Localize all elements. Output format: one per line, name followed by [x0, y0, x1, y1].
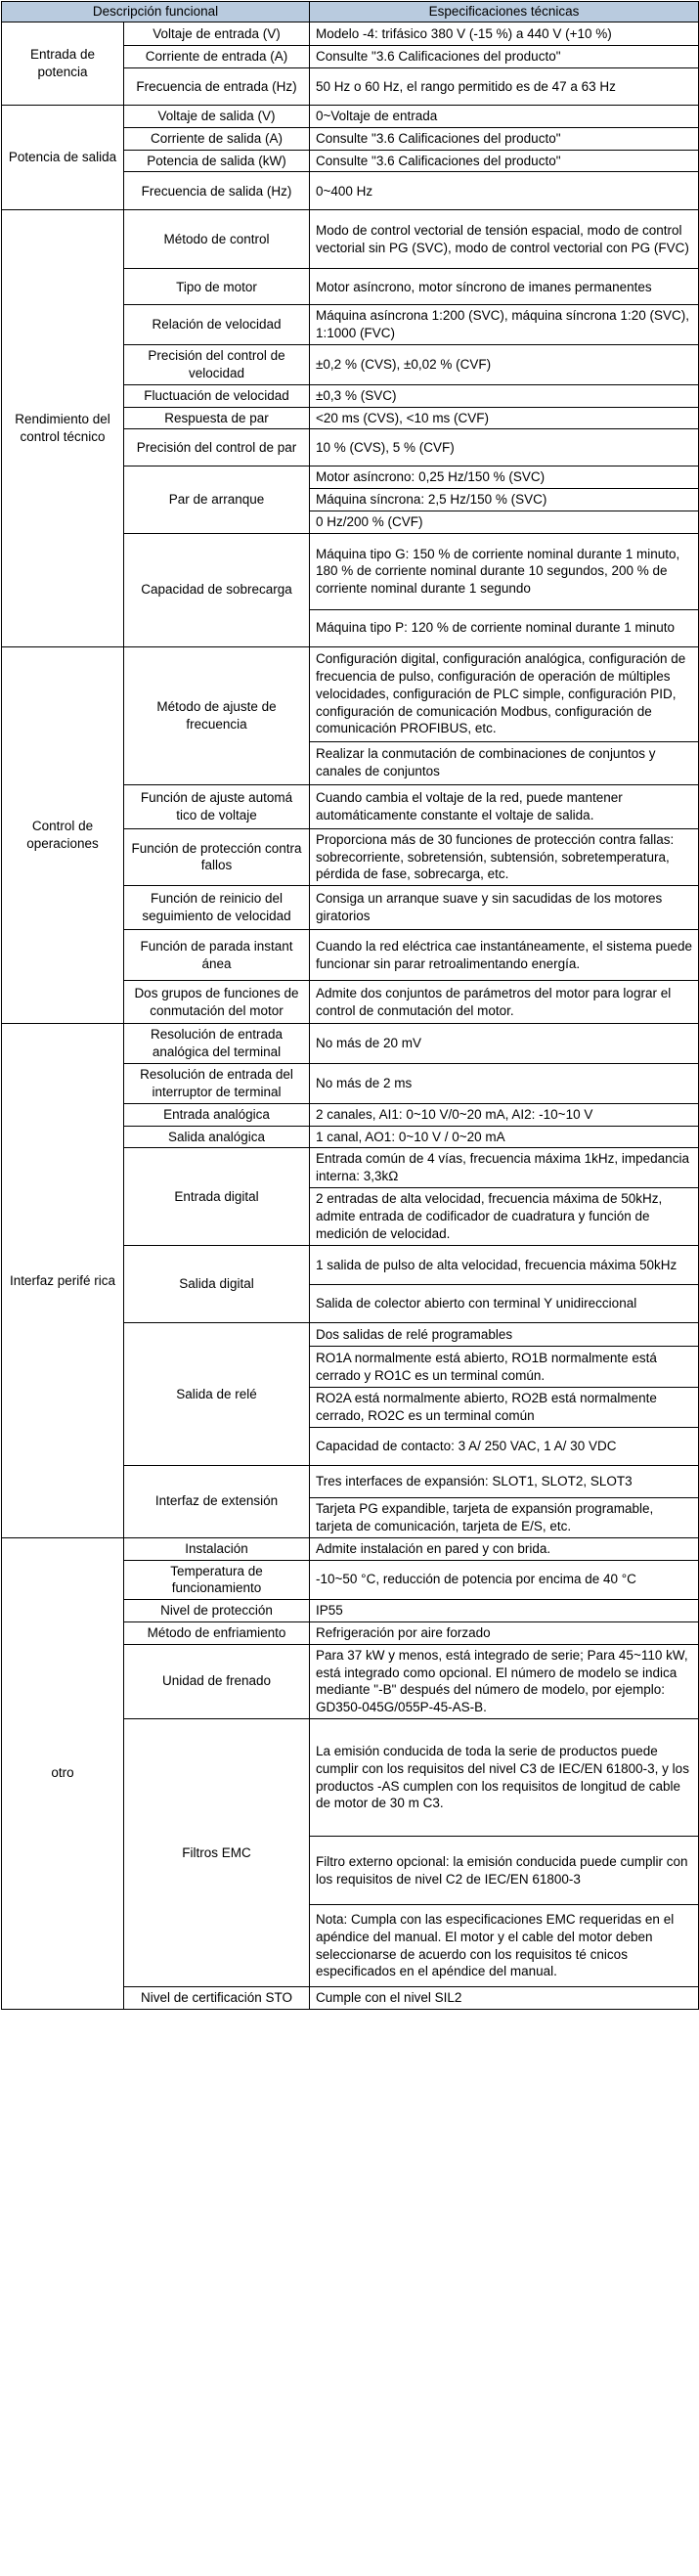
- feature-name: Función de parada instant ánea: [124, 930, 310, 981]
- spec-value: Máquina asíncrona 1:200 (SVC), máquina síncrona 1:20 (SVC), 1:1000 (FVC): [310, 305, 699, 345]
- group-label: Rendimiento del control técnico: [2, 210, 124, 646]
- feature-name: Salida digital: [124, 1246, 310, 1323]
- feature-name: Salida analógica: [124, 1126, 310, 1148]
- spec-value: 50 Hz o 60 Hz, el rango permitido es de 47 a 63 Hz: [310, 68, 699, 106]
- spec-value: Cumple con el nivel SIL2: [310, 1987, 699, 2010]
- spec-value: Consulte "3.6 Calificaciones del producto": [310, 150, 699, 172]
- spec-value: RO2A está normalmente abierto, RO2B está normalmente cerrado, RO2C es un terminal común: [310, 1388, 699, 1428]
- spec-value: Motor asíncrono, motor síncrono de imanes permanentes: [310, 269, 699, 305]
- feature-name: Función de ajuste automá tico de voltaje: [124, 784, 310, 828]
- spec-value: Nota: Cumpla con las especificaciones EMC requeridas en el apéndice del manual. El motor y el cable del motor deben seleccionarse de acuerdo con los requisitos té cnicos especificados en el apéndice del manual.: [310, 1905, 699, 1987]
- header-row: [2, 2, 699, 22]
- spec-value: Proporciona más de 30 funciones de protección contra fallas: sobrecorriente, sobretensión, subtensión, sobretemperatura, pérdida de fase, sobrecarga, etc.: [310, 828, 699, 885]
- spec-value: <20 ms (CVS), <10 ms (CVF): [310, 407, 699, 429]
- spec-value: ±0,2 % (CVS), ±0,02 % (CVF): [310, 345, 699, 385]
- group-label: Interfaz perifé rica: [2, 1024, 124, 1538]
- spec-value: Refrigeración por aire forzado: [310, 1621, 699, 1644]
- feature-name: Salida de relé: [124, 1323, 310, 1466]
- spec-value: 2 canales, AI1: 0~10 V/0~20 mA, AI2: -10~10 V: [310, 1103, 699, 1126]
- spec-value: Consulte "3.6 Calificaciones del producto": [310, 127, 699, 150]
- feature-name: Unidad de frenado: [124, 1644, 310, 1718]
- feature-name: Nivel de protección: [124, 1600, 310, 1622]
- spec-value: Entrada común de 4 vías, frecuencia máxima 1kHz, impedancia interna: 3,3kΩ: [310, 1148, 699, 1188]
- feature-name: Resolución de entrada del interruptor de terminal: [124, 1063, 310, 1103]
- spec-value: Filtro externo opcional: la emisión conducida puede cumplir con los requisitos de nivel C2 de IEC/EN 61800-3: [310, 1837, 699, 1905]
- feature-name: Corriente de salida (A): [124, 127, 310, 150]
- group-label: Entrada de potencia: [2, 22, 124, 106]
- table-row: [2, 210, 699, 269]
- header-functional-description: Descripción funcional: [2, 2, 310, 22]
- spec-value: 0~400 Hz: [310, 172, 699, 210]
- spec-value: 2 entradas de alta velocidad, frecuencia máxima de 50kHz, admite entrada de codificador de cuadratura y función de medición de velocidad.: [310, 1188, 699, 1246]
- spec-value: Dos salidas de relé programables: [310, 1323, 699, 1347]
- spec-value: 0~Voltaje de entrada: [310, 106, 699, 128]
- spec-value: -10~50 °C, reducción de potencia por encima de 40 °C: [310, 1560, 699, 1600]
- spec-value: Tres interfaces de expansión: SLOT1, SLOT2, SLOT3: [310, 1466, 699, 1498]
- spec-value: No más de 20 mV: [310, 1024, 699, 1064]
- feature-name: Capacidad de sobrecarga: [124, 533, 310, 646]
- spec-value: Tarjeta PG expandible, tarjeta de expansión programable, tarjeta de comunicación, tarjeta de E/S, etc.: [310, 1498, 699, 1538]
- spec-value: Consiga un arranque suave y sin sacudidas de los motores giratorios: [310, 886, 699, 930]
- feature-name: Respuesta de par: [124, 407, 310, 429]
- spec-value: Consulte "3.6 Calificaciones del producto": [310, 46, 699, 68]
- spec-value: Cuando la red eléctrica cae instantáneamente, el sistema puede funcionar sin parar retroalimentando energía.: [310, 930, 699, 981]
- feature-name: Función de reinicio del seguimiento de velocidad: [124, 886, 310, 930]
- feature-name: Entrada analógica: [124, 1103, 310, 1126]
- feature-name: Frecuencia de entrada (Hz): [124, 68, 310, 106]
- spec-value: 1 salida de pulso de alta velocidad, frecuencia máxima 50kHz: [310, 1246, 699, 1285]
- feature-name: Potencia de salida (kW): [124, 150, 310, 172]
- table-row: [2, 1024, 699, 1064]
- feature-name: Interfaz de extensión: [124, 1466, 310, 1538]
- spec-value: Modo de control vectorial de tensión espacial, modo de control vectorial sin PG (SVC), modo de control vectorial con PG (FVC): [310, 210, 699, 269]
- feature-name: Tipo de motor: [124, 269, 310, 305]
- spec-value: Realizar la conmutación de combinaciones de conjuntos y canales de conjuntos: [310, 741, 699, 784]
- table-row: [2, 1537, 699, 1560]
- feature-name: Temperatura de funcionamiento: [124, 1560, 310, 1600]
- spec-value: Admite instalación en pared y con brida.: [310, 1537, 699, 1560]
- spec-value: No más de 2 ms: [310, 1063, 699, 1103]
- spec-value: Máquina síncrona: 2,5 Hz/150 % (SVC): [310, 489, 699, 511]
- spec-value: RO1A normalmente está abierto, RO1B normalmente está cerrado y RO1C es un terminal común.: [310, 1347, 699, 1388]
- feature-name: Par de arranque: [124, 466, 310, 533]
- spec-table: [1, 1, 699, 2010]
- spec-value: Admite dos conjuntos de parámetros del motor para lograr el control de conmutación del motor.: [310, 981, 699, 1024]
- feature-name: Nivel de certificación STO: [124, 1987, 310, 2010]
- spec-value: Motor asíncrono: 0,25 Hz/150 % (SVC): [310, 466, 699, 489]
- spec-value: Capacidad de contacto: 3 A/ 250 VAC, 1 A/ 30 VDC: [310, 1428, 699, 1466]
- spec-value: Salida de colector abierto con terminal Y unidireccional: [310, 1285, 699, 1323]
- table-row: [2, 22, 699, 46]
- spec-value: Modelo -4: trifásico 380 V (-15 %) a 440 V (+10 %): [310, 22, 699, 46]
- feature-name: Método de enfriamiento: [124, 1621, 310, 1644]
- spec-value: ±0,3 % (SVC): [310, 384, 699, 407]
- feature-name: Dos grupos de funciones de conmutación del motor: [124, 981, 310, 1024]
- spec-value: La emisión conducida de toda la serie de productos puede cumplir con los requisitos del nivel C3 de IEC/EN 61800-3, y los productos -AS cumplen con los requisitos de longitud de cable de motor de 30 m C3.: [310, 1719, 699, 1837]
- spec-value: Máquina tipo G: 150 % de corriente nominal durante 1 minuto, 180 % de corriente nominal durante 10 segundos, 200 % de corriente nominal durante 1 segundo: [310, 533, 699, 609]
- table-row: [2, 106, 699, 128]
- feature-name: Voltaje de entrada (V): [124, 22, 310, 46]
- spec-value: Configuración digital, configuración analógica, configuración de frecuencia de pulso, configuración de operación de múltiples velocidades, configuración de PLC simple, configuración PID, configuración de comunicación Modbus, configuración de comunicación PROFIBUS, etc.: [310, 646, 699, 741]
- header-technical-specs: Especificaciones técnicas: [310, 2, 699, 22]
- feature-name: Método de control: [124, 210, 310, 269]
- feature-name: Corriente de entrada (A): [124, 46, 310, 68]
- spec-value: 0 Hz/200 % (CVF): [310, 511, 699, 533]
- group-label: Potencia de salida: [2, 106, 124, 210]
- group-label: Control de operaciones: [2, 646, 124, 1023]
- feature-name: Precisión del control de velocidad: [124, 345, 310, 385]
- table-row: [2, 646, 699, 741]
- spec-value: 10 % (CVS), 5 % (CVF): [310, 429, 699, 466]
- group-label: otro: [2, 1537, 124, 2009]
- spec-value: Para 37 kW y menos, está integrado de serie; Para 45~110 kW, está integrado como opcional. El número de modelo se indica mediante "-B" después del número de modelo, por ejemplo: GD350-045G/055P-45-AS-B.: [310, 1644, 699, 1718]
- spec-value: IP55: [310, 1600, 699, 1622]
- feature-name: Función de protección contra fallos: [124, 828, 310, 885]
- feature-name: Resolución de entrada analógica del terminal: [124, 1024, 310, 1064]
- feature-name: Voltaje de salida (V): [124, 106, 310, 128]
- feature-name: Fluctuación de velocidad: [124, 384, 310, 407]
- feature-name: Frecuencia de salida (Hz): [124, 172, 310, 210]
- spec-value: Máquina tipo P: 120 % de corriente nominal durante 1 minuto: [310, 609, 699, 646]
- feature-name: Método de ajuste de frecuencia: [124, 646, 310, 784]
- feature-name: Precisión del control de par: [124, 429, 310, 466]
- feature-name: Instalación: [124, 1537, 310, 1560]
- feature-name: Relación de velocidad: [124, 305, 310, 345]
- spec-value: 1 canal, AO1: 0~10 V / 0~20 mA: [310, 1126, 699, 1148]
- feature-name: Entrada digital: [124, 1148, 310, 1246]
- feature-name: Filtros EMC: [124, 1719, 310, 1987]
- spec-value: Cuando cambia el voltaje de la red, puede mantener automáticamente constante el voltaje de salida.: [310, 784, 699, 828]
- spec-table-body: [2, 22, 699, 2010]
